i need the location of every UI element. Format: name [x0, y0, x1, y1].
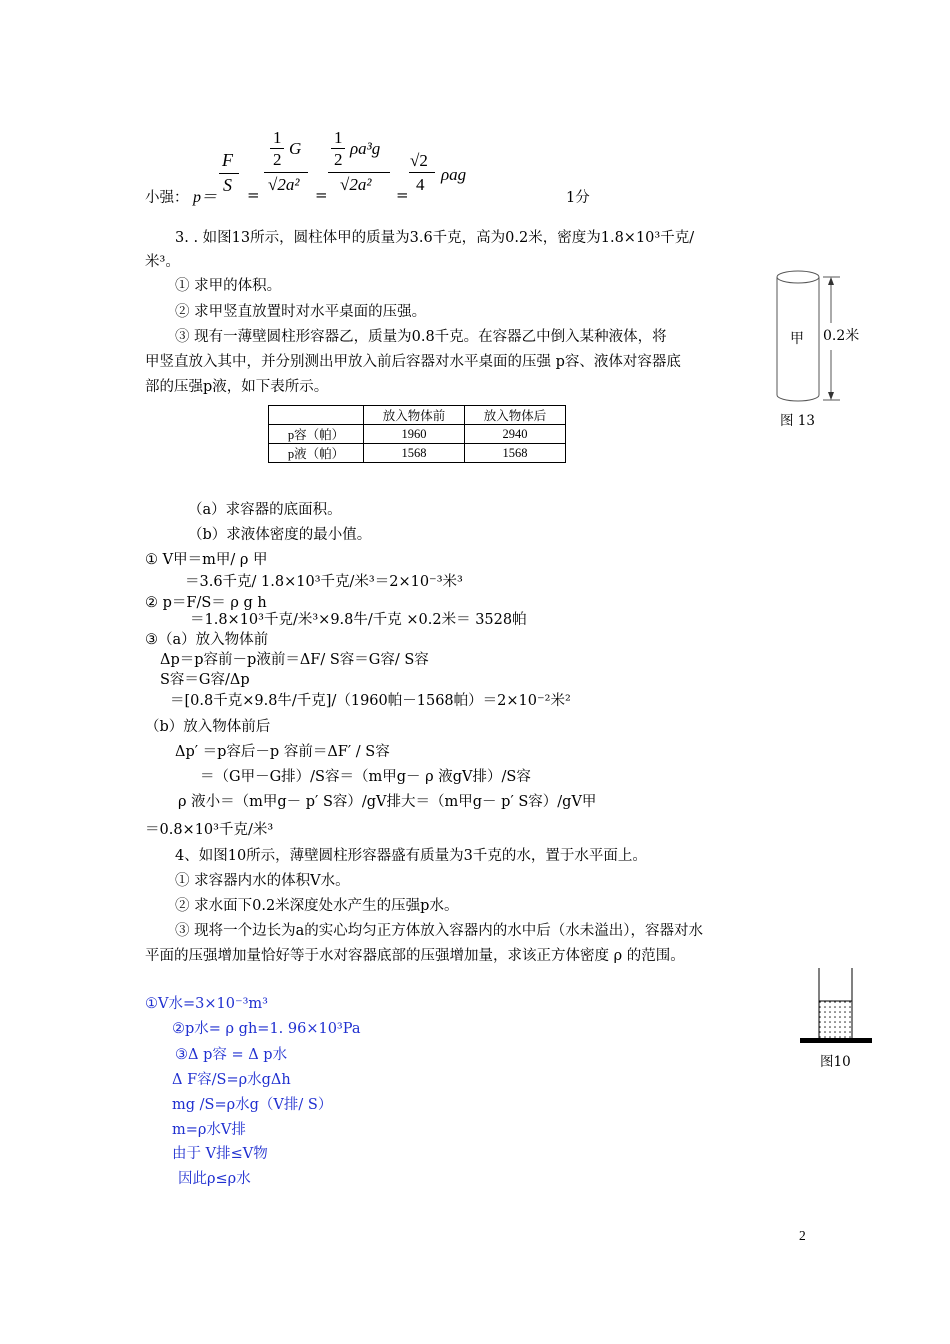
- figure-13-cylinder: [770, 268, 880, 428]
- q4-answer-line: ③Δ p容 = Δ p水: [175, 1047, 288, 1063]
- equals-2: =: [315, 186, 328, 204]
- q3-answer-line: Δp＝p容前－p液前＝ΔF/ S容＝G容/ S容: [160, 652, 429, 668]
- formula-G: G: [289, 139, 302, 158]
- fraction-bar: [328, 172, 390, 173]
- table-header-cell: 放入物体后: [465, 406, 566, 425]
- q4-intro: 4、如图10所示，薄壁圆柱形容器盛有质量为3千克的水，置于水平面上。: [175, 848, 647, 864]
- table-cell: 2940: [465, 425, 566, 444]
- q3-item1: ① 求甲的体积。: [175, 278, 282, 294]
- figure-13-height-label: 0.2米: [823, 328, 860, 344]
- table-header-cell: [269, 406, 364, 425]
- formula-S: S: [223, 175, 232, 195]
- formula-rho-ag: ρag: [441, 165, 467, 184]
- q3-intro-line2: 米³。: [145, 254, 180, 270]
- formula-sqrt2a2: √2a²: [340, 175, 372, 194]
- q3-intro-line1: 3. . 如图13所示，圆柱体甲的质量为3.6千克，高为0.2米，密度为1.8×10³千克/: [175, 230, 695, 246]
- q3-answer-line: ② p＝F/S＝ ρ g h: [145, 595, 267, 611]
- q4-answer-line: 由于 V排≤V物: [172, 1146, 268, 1162]
- q4-answer-line: ②p水= ρ gh=1. 96×10³Pa: [172, 1021, 361, 1037]
- q3-answer-line: ＝1.8×10³千克/米³×9.8牛/千克 ×0.2米＝ 3528帕: [190, 612, 527, 628]
- q3-item3-line2: 甲竖直放入其中，并分别测出甲放入前后容器对水平桌面的压强 p容、液体对容器底: [145, 354, 681, 370]
- q3-answer-line: ＝0.8×10³千克/米³: [145, 822, 274, 838]
- table-header-cell: 放入物体前: [364, 406, 465, 425]
- formula-one: 1: [334, 128, 343, 147]
- q3-answer-line: ＝[0.8千克×9.8牛/千克]/（1960帕－1568帕）＝2×10⁻²米²: [170, 693, 571, 709]
- q3-sub-b: （b）求液体密度的最小值。: [188, 527, 372, 543]
- q3-item3-line1: ③ 现有一薄壁圆柱形容器乙，质量为0.8千克。在容器乙中倒入某种液体，将: [175, 329, 667, 345]
- fraction-bar: [219, 173, 239, 174]
- table-cell: 1568: [465, 444, 566, 463]
- figure-13-caption: 图 13: [780, 413, 815, 429]
- table-row: [269, 444, 566, 463]
- score: 1分: [566, 190, 590, 206]
- q4-answer-line: Δ F容/S=ρ水gΔh: [172, 1072, 291, 1088]
- formula-rho-a3-g: ρa³g: [350, 139, 381, 158]
- formula-two: 2: [273, 150, 282, 169]
- formula-four: 4: [416, 175, 425, 194]
- table-cell: p液（帕）: [269, 444, 364, 463]
- q4-answer-line: ①V水=3×10⁻³m³: [145, 996, 268, 1012]
- q3-answer-line: ③（a）放入物体前: [145, 632, 269, 648]
- q3-sub-a: （a）求容器的底面积。: [188, 502, 342, 518]
- figure-13-cylinder-label: 甲: [790, 331, 804, 347]
- table-cell: p容（帕）: [269, 425, 364, 444]
- q3-item2: ② 求甲竖直放置时对水平桌面的压强。: [175, 304, 427, 320]
- table-header-row: [269, 406, 566, 425]
- q4-item3-line2: 平面的压强增加量恰好等于水对容器底部的压强增加量，求该正方体密度 ρ 的范围。: [145, 948, 685, 964]
- figure-10-container: [798, 965, 874, 1049]
- q4-answer-line: mg /S=ρ水g（V排/ S）: [172, 1097, 333, 1113]
- q3-answer-line: ＝（G甲－G排）/S容＝（m甲g－ ρ 液gV排）/S容: [200, 769, 531, 785]
- q4-answer-line: m=ρ水V排: [172, 1122, 246, 1138]
- q3-answer-line: S容＝G容/Δp: [160, 672, 250, 688]
- q3-answer-line: （b）放入物体前后: [145, 719, 271, 735]
- table-cell: 1960: [364, 425, 465, 444]
- formula-p-eq: p＝: [193, 189, 218, 206]
- q4-item2: ② 求水面下0.2米深度处水产生的压强p水。: [175, 898, 459, 914]
- fraction-bar: [264, 172, 308, 173]
- page-number: 2: [799, 1228, 806, 1243]
- q3-answer-line: ① V甲＝m甲/ ρ 甲: [145, 552, 268, 568]
- equals-3: =: [396, 186, 409, 204]
- figure-10-caption: 图10: [820, 1054, 851, 1070]
- formula-two: 2: [334, 150, 343, 169]
- pressure-table: [268, 405, 566, 463]
- q3-answer-line: ＝3.6千克/ 1.8×10³千克/米³＝2×10⁻³米³: [185, 574, 463, 590]
- q4-answer-line: 因此ρ≤ρ水: [178, 1171, 251, 1187]
- fraction-bar: [409, 172, 435, 173]
- formula-label: 小强：: [145, 190, 189, 206]
- q4-item1: ① 求容器内水的体积V水。: [175, 873, 350, 889]
- table-cell: 1568: [364, 444, 465, 463]
- q3-answer-line: ρ 液小＝（m甲g－ p′ S容）/gV排大＝（m甲g－ p′ S容）/gV甲: [178, 794, 597, 810]
- q4-item3-line1: ③ 现将一个边长为a的实心均匀正方体放入容器内的水中后（水未溢出），容器对水: [175, 923, 704, 939]
- q3-item3-line3: 部的压强p液，如下表所示。: [145, 379, 329, 395]
- table-row: [269, 425, 566, 444]
- equals-1: =: [247, 186, 260, 204]
- formula-one: 1: [273, 128, 282, 147]
- formula-sqrt2a2: √2a²: [268, 175, 300, 194]
- fraction-bar: [270, 148, 284, 149]
- formula-F: F: [222, 150, 233, 170]
- formula-sqrt2: √2: [410, 151, 428, 170]
- q3-answer-line: Δp′ ＝p容后－p 容前＝ΔF′ / S容: [175, 744, 390, 760]
- fraction-bar: [331, 148, 345, 149]
